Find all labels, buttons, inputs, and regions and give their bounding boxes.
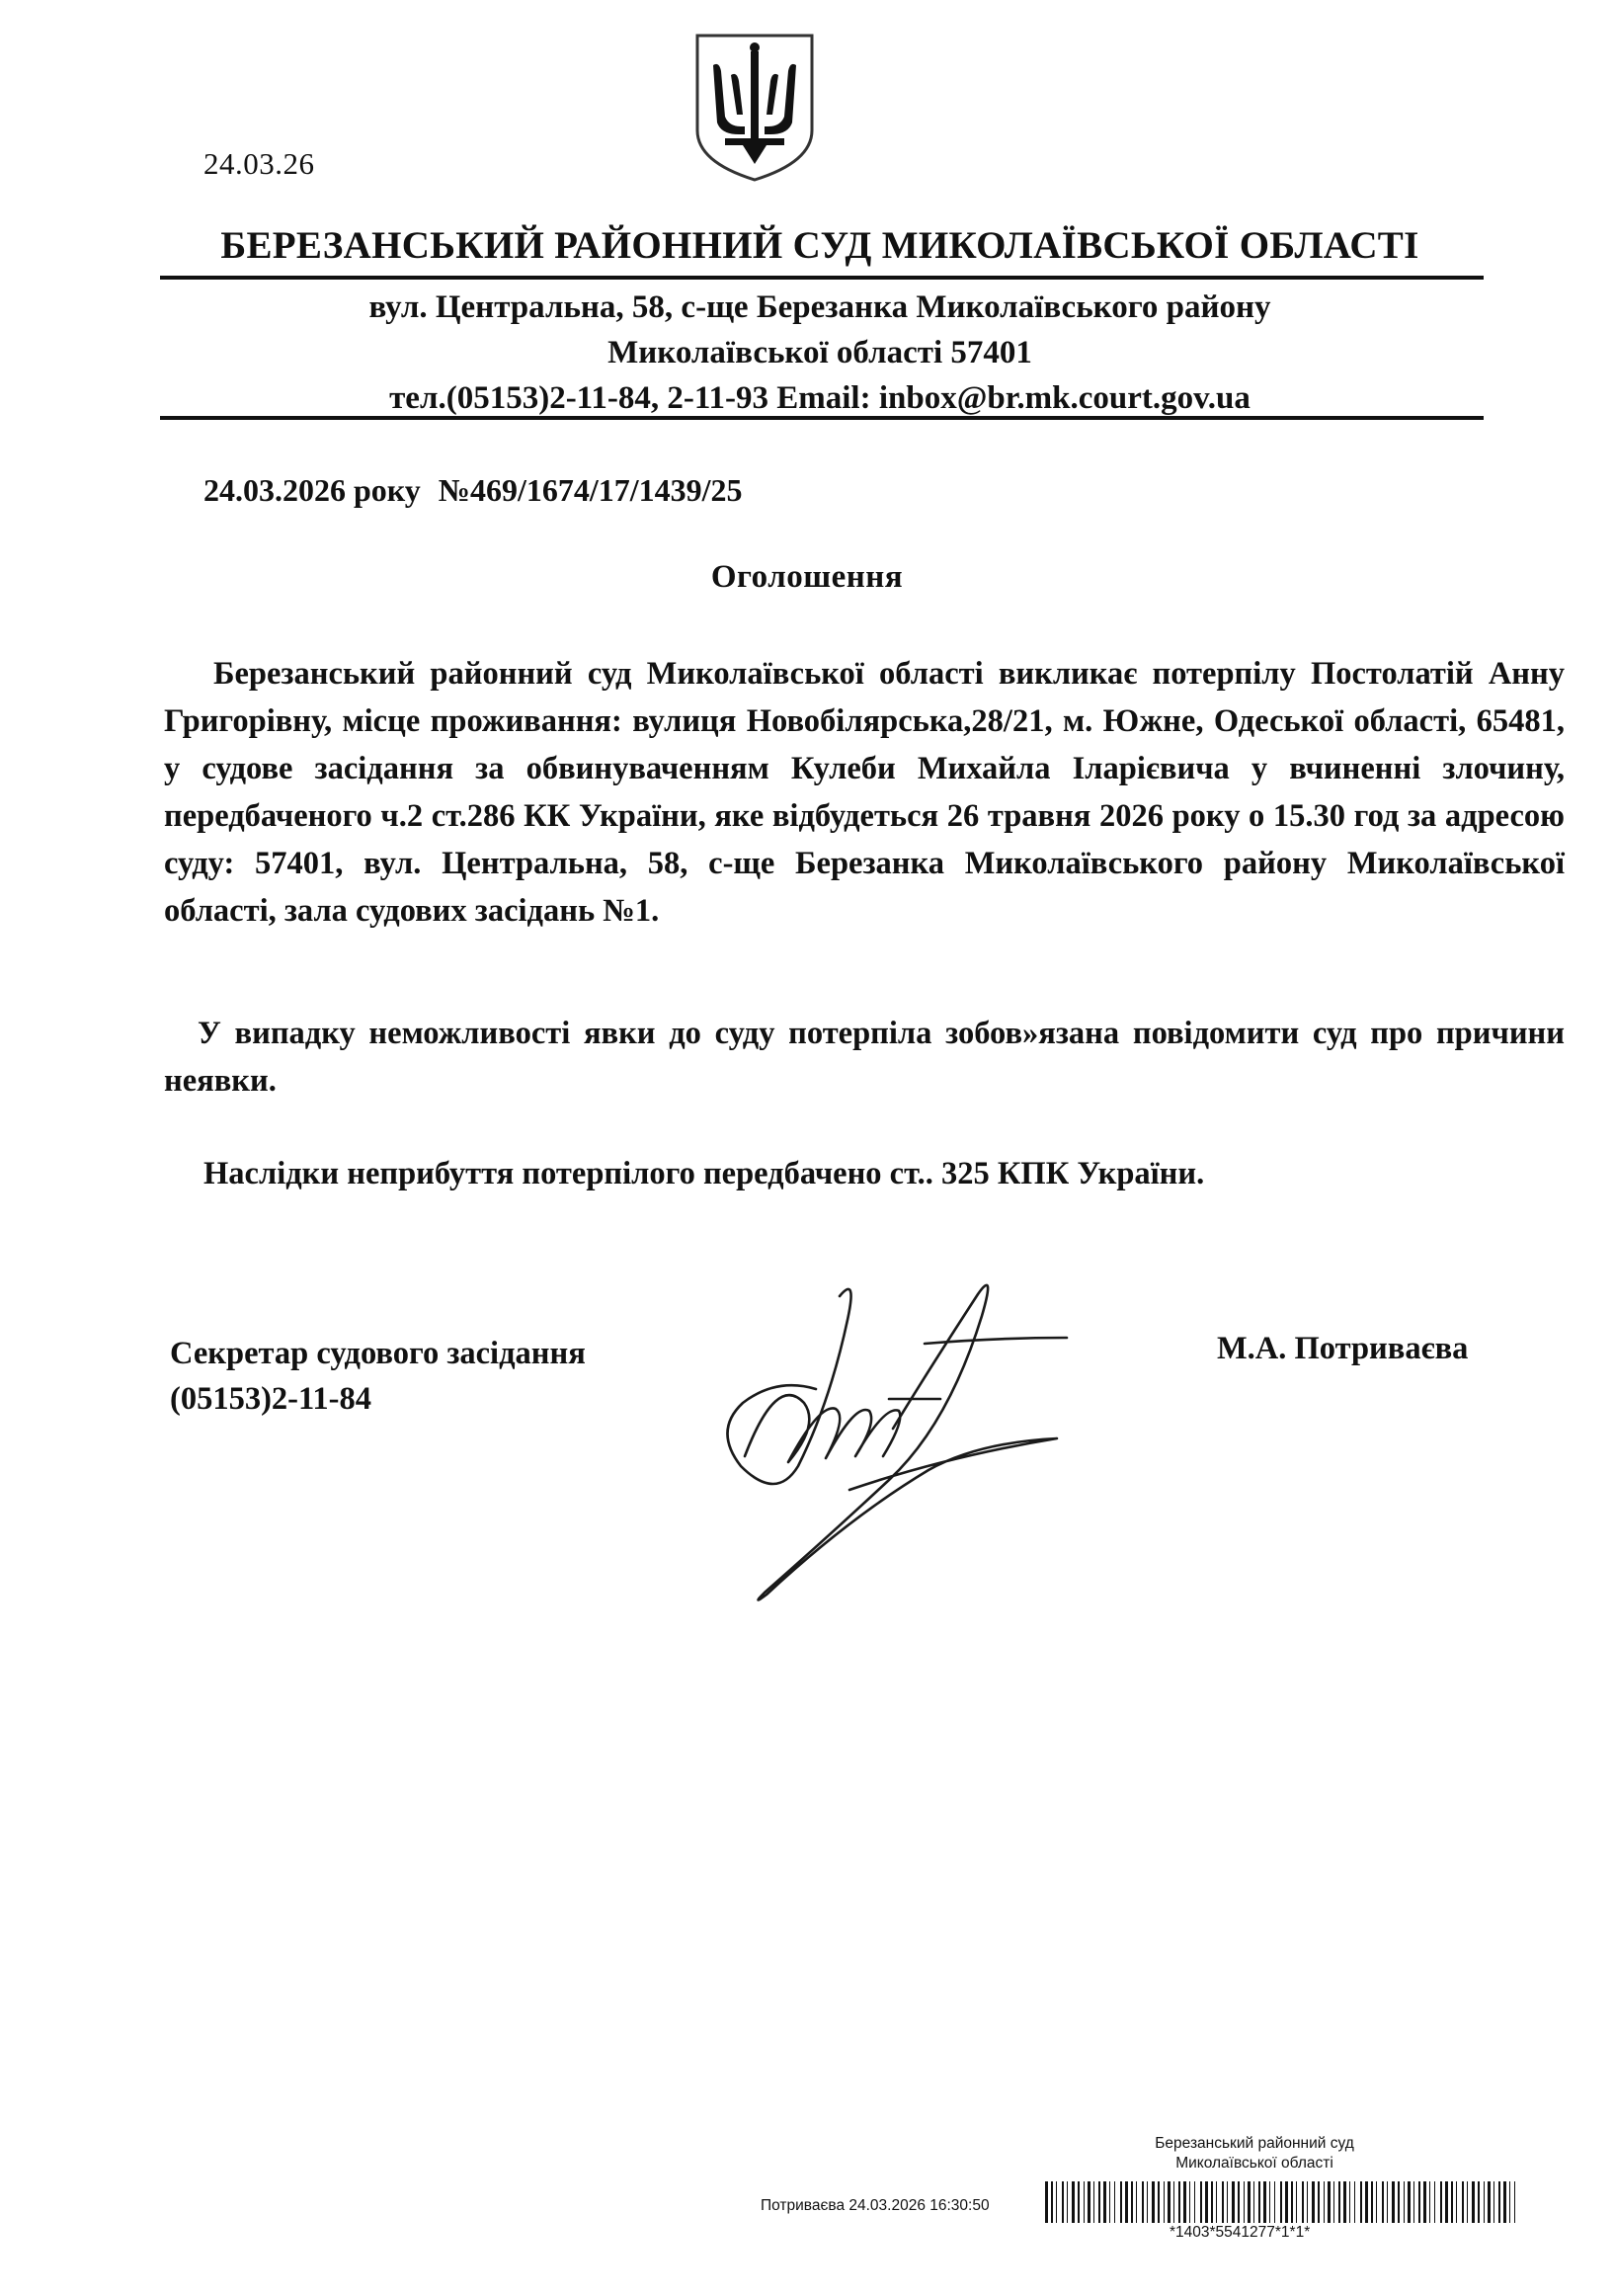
stamp-court-line1: Березанський районний суд xyxy=(1155,2135,1354,2152)
signer-name: М.А. Потриваєва xyxy=(1217,1331,1469,1366)
header-date: 24.03.26 xyxy=(203,146,315,181)
announcement-paragraph-summons: Березанський районний суд Миколаївської області викликає потерпілу Постолатій Анну Григорівну, місце проживання: вулиця Новобілярська,28/21, м. Южне, Одеської області, 65481, у судове засідання за обвинуваченням Кулеби Михайла Іларієвича у вчиненні злочину, передбаченого ч.2 ст.286 КК України, яке відбудеться 26 травня 2026 року о 15.30 год за адресою суду: 57401, вул. Центральна, 58, с-ще Березанка Миколаївського району Миколаївської області, зала судових засідань №1. xyxy=(164,656,1565,929)
secretary-phone: (05153)2-11-84 xyxy=(170,1381,371,1417)
document-reference xyxy=(203,472,743,509)
barcode-text: *1403*5541277*1*1* xyxy=(1170,2224,1311,2241)
barcode-icon xyxy=(1045,2181,1519,2223)
court-name: БЕРЕЗАНСЬКИЙ РАЙОННИЙ СУД МИКОЛАЇВСЬКОЇ ОБЛАСТІ xyxy=(220,224,1419,267)
secretary-block xyxy=(170,1331,586,1422)
header-divider-top xyxy=(160,276,1484,280)
announcement-paragraph-consequences: Наслідки неприбуття потерпілого передбачено ст.. 325 КПК України. xyxy=(203,1156,1205,1191)
announcement-paragraph-absence: У випадку неможливості явки до суду потерпіла зобов»язана повідомити суд про причини неявки. xyxy=(164,1016,1565,1099)
tryzub-coat-of-arms-icon xyxy=(691,32,818,182)
handwritten-signature-icon xyxy=(682,1255,1077,1650)
document-number: №469/1674/17/1439/25 xyxy=(438,472,743,508)
secretary-title: Секретар судового засідання xyxy=(170,1336,586,1371)
announcement-title: Оголошення xyxy=(710,559,904,595)
stamp-user-timestamp: Потриваєва 24.03.2026 16:30:50 xyxy=(761,2197,990,2214)
court-contacts: тел.(05153)2-11-84, 2-11-93 Email: inbox@br.mk.court.gov.ua xyxy=(389,380,1251,416)
court-address-line1: вул. Центральна, 58, с-ще Березанка Миколаївського району xyxy=(368,289,1271,325)
stamp-court-name xyxy=(1087,2134,1422,2173)
header-divider-bottom xyxy=(160,416,1484,420)
stamp-court-line2: Миколаївської області xyxy=(1175,2155,1333,2172)
court-address-line2: Миколаївської області 57401 xyxy=(607,335,1032,370)
document-date: 24.03.2026 року xyxy=(203,472,421,508)
